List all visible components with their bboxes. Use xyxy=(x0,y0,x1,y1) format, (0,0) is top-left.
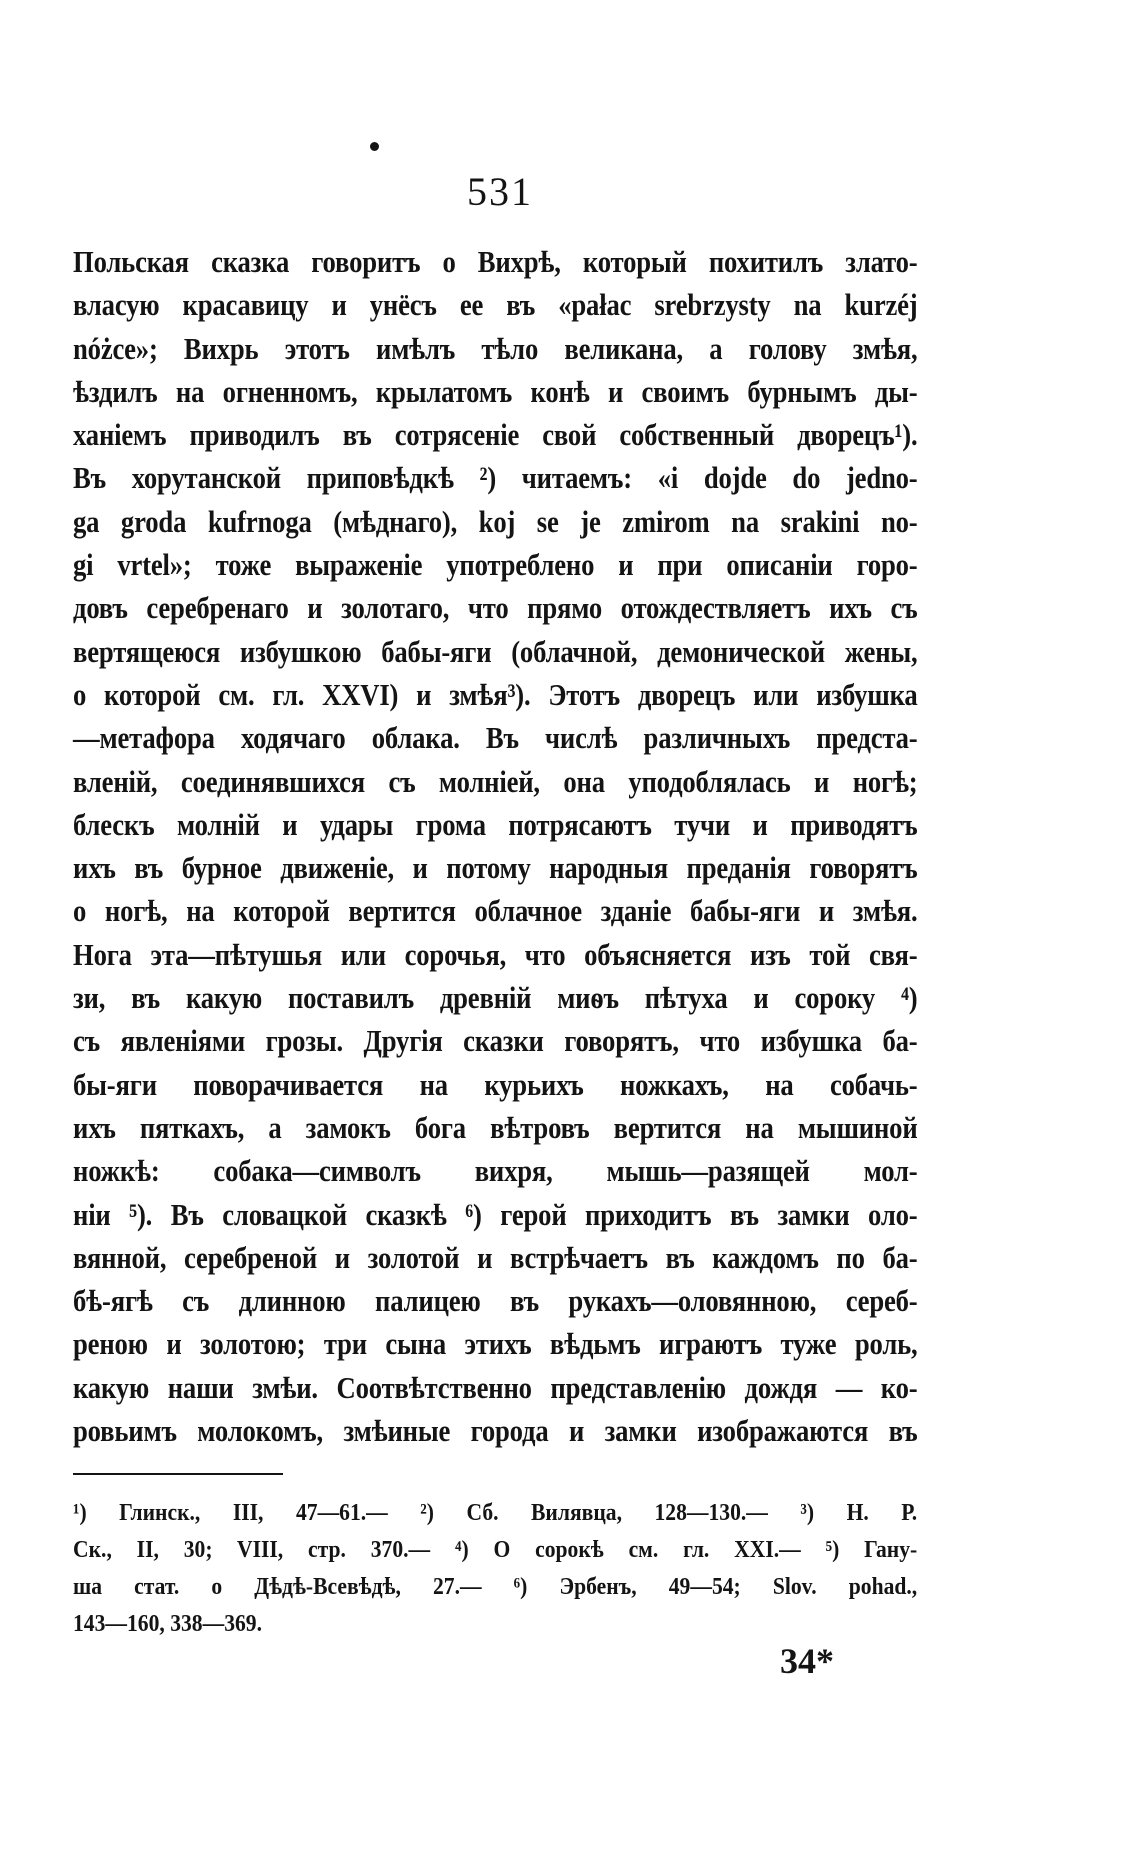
footnote-line: Ск., II, 30; VIII, стр. 370.— ⁴) О сорокѣ см. гл. XXI.— ⁵) Гану- xyxy=(73,1537,918,1563)
body-line: какую наши змѣи. Соотвѣтственно представленію дождя — ко- xyxy=(73,1369,918,1405)
body-line: ga groda kufrnoga (мѣднаго), koj se je zmirom na srakini no- xyxy=(73,503,918,539)
body-line: вянной, серебреной и золотой и встрѣчаетъ въ каждомъ по ба- xyxy=(73,1239,918,1275)
body-line: съ явленіями грозы. Другія сказки говорятъ, что избушка ба- xyxy=(73,1023,918,1059)
body-line: —метафора ходячаго облака. Въ числѣ различныхъ предста- xyxy=(73,720,918,756)
body-line: gi vrtel»; тоже выраженіе употреблено и при описаніи горо- xyxy=(73,547,918,583)
body-line: власую красавицу и унёсъ ее въ «pałac srebrzysty na kurzéj xyxy=(73,287,918,323)
body-line: бѣ-ягѣ съ длинною палицею въ рукахъ—оловянною, сереб- xyxy=(73,1283,918,1319)
body-line: Нога эта—пѣтушья или сорочья, что объясняется изъ той свя- xyxy=(73,936,918,972)
signature-mark: 34* xyxy=(780,1641,834,1681)
body-line: ножкѣ: собака—символъ вихря, мышь—разящей мол- xyxy=(73,1153,918,1189)
body-line: о ногѣ, на которой вертится облачное зданіе бабы-яги и змѣя. xyxy=(73,893,918,929)
body-line: Въ хорутанской приповѣдкѣ ²) читаемъ: «i dojde do jedno- xyxy=(73,460,918,496)
footnote-line: ша стат. о Дѣдѣ-Всевѣдѣ, 27.— ⁶) Эрбенъ, 49—54; Slov. pohad., xyxy=(73,1574,918,1600)
page-number: 531 xyxy=(467,169,533,214)
body-line: ѣздилъ на огненномъ, крылатомъ конѣ и своимъ бурнымъ ды- xyxy=(73,373,918,409)
speck-dot xyxy=(370,142,379,151)
body-line: зи, въ какую поставилъ древній миѳъ пѣтуха и сороку ⁴) xyxy=(73,980,918,1016)
body-line: ихъ пяткахъ, а замокъ бога вѣтровъ вертится на мышиной xyxy=(73,1109,918,1145)
footnote-divider xyxy=(73,1473,283,1475)
body-line: блескъ молній и удары грома потрясаютъ тучи и приводятъ xyxy=(73,806,918,842)
body-line: вертящеюся избушкою бабы-яги (облачной, демонической жены, xyxy=(73,633,918,669)
body-line: о которой см. гл. XXVI) и змѣя³). Этотъ дворецъ или избушка xyxy=(73,676,918,712)
body-line: довъ серебренаго и золотаго, что прямо отождествляетъ ихъ съ xyxy=(73,590,918,626)
footnotes xyxy=(73,1495,918,1643)
body-line: бы-яги поворачивается на курьихъ ножкахъ, на собачь- xyxy=(73,1066,918,1102)
body-line: nóżce»; Вихрь этотъ имѣлъ тѣло великана, а голову змѣя, xyxy=(73,330,918,366)
body-text xyxy=(73,240,918,1452)
body-line: ровьимъ молокомъ, змѣиные города и замки изображаются въ xyxy=(73,1413,918,1449)
body-line: реною и золотою; три сына этихъ вѣдьмъ играютъ туже роль, xyxy=(73,1326,918,1362)
footnote-line: 143—160, 338—369. xyxy=(73,1611,262,1637)
body-line: ніи ⁵). Въ словацкой сказкѣ ⁶) герой приходитъ въ замки оло- xyxy=(73,1196,918,1232)
body-line: ханіемъ приводилъ въ сотрясеніе свой собственный дворецъ¹). xyxy=(73,417,918,453)
body-line: ихъ въ бурное движеніе, и потому народныя преданія говорятъ xyxy=(73,850,918,886)
footnote-line: ¹) Глинск., III, 47—61.— ²) Сб. Вилявца, 128—130.— ³) Н. Р. xyxy=(73,1500,918,1526)
body-line: вленій, соединявшихся съ молніей, она уподоблялась и ногѣ; xyxy=(73,763,918,799)
body-line: Польская сказка говоритъ о Вихрѣ, который похитилъ злато- xyxy=(73,244,918,279)
